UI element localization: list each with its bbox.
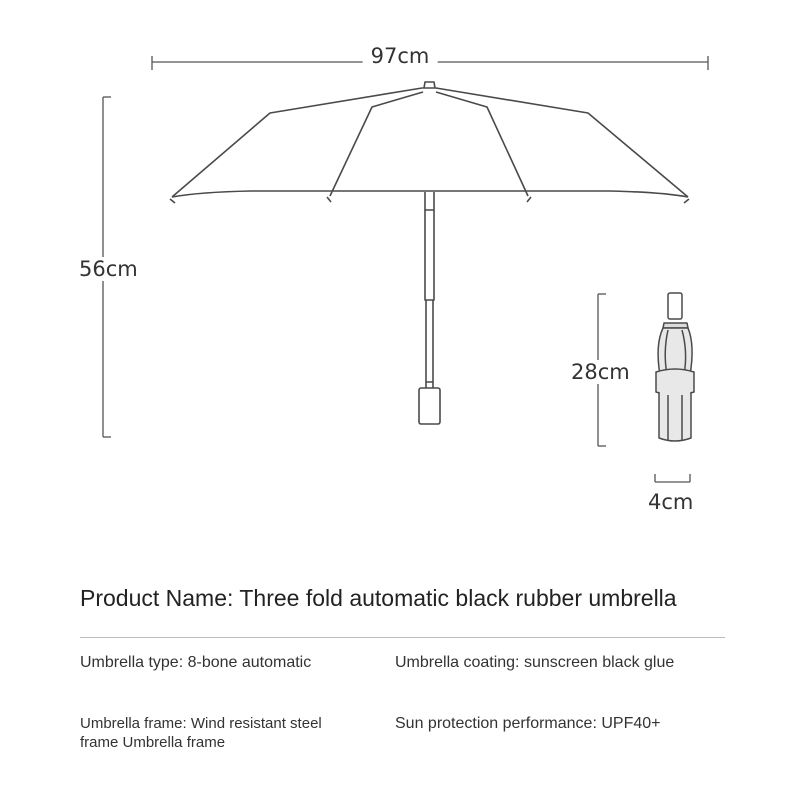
folded-length-label: 28cm (571, 360, 630, 384)
product-name: Product Name: Three fold automatic black rubber umbrella (80, 585, 677, 611)
spec-umbrella-frame: Umbrella frame: Wind resistant steel frame Umbrella frame (80, 715, 322, 751)
open-width-label: 97cm (363, 44, 438, 68)
divider (80, 637, 725, 638)
spec-umbrella-coating: Umbrella coating: sunscreen black glue (395, 654, 675, 671)
spec-sun-protection: Sun protection performance: UPF40+ (395, 715, 661, 732)
spec-umbrella-type: Umbrella type: 8-bone automatic (80, 654, 312, 671)
open-height-label: 56cm (79, 257, 138, 281)
folded-umbrella-drawing (656, 293, 694, 441)
folded-diameter-dimension-line (655, 474, 690, 482)
folded-diameter-label: 4cm (648, 490, 694, 514)
